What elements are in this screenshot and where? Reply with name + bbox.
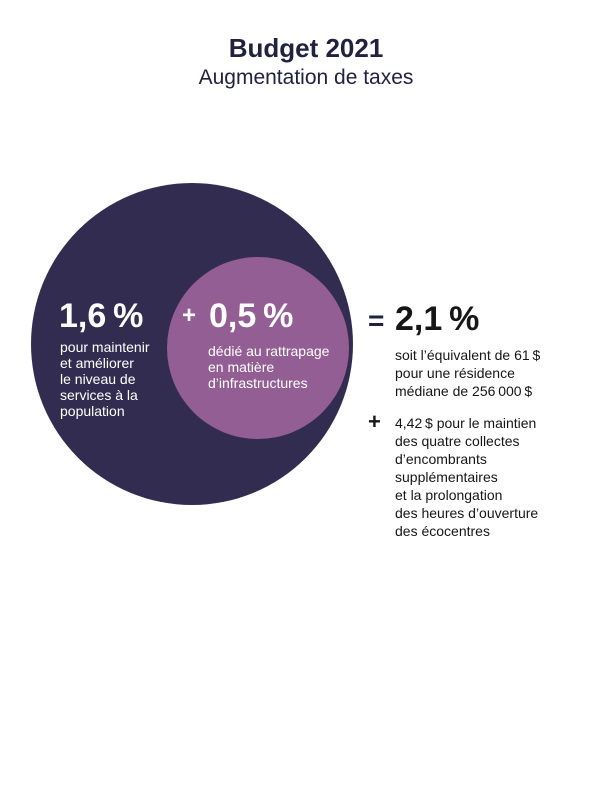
inner-plus-sign: +	[182, 302, 197, 329]
inner-line: d’infrastructures	[208, 375, 308, 391]
extra-line: supplémentaires	[395, 469, 498, 485]
extra-line: des quatre collectes	[395, 433, 520, 449]
equals-sign: =	[368, 305, 385, 336]
total-description	[395, 346, 540, 400]
inner-line: dédié au rattrapage	[208, 343, 330, 359]
extra-line: 4,42 $ pour le maintien	[395, 415, 537, 431]
total-line: pour une résidence	[395, 365, 515, 381]
page-subtitle: Augmentation de taxes	[198, 66, 414, 89]
outer-line: pour maintenir	[60, 339, 150, 355]
extra-line: et la prolongation	[395, 487, 503, 503]
extra-line: des heures d’ouverture	[395, 505, 539, 521]
extra-description	[395, 414, 538, 540]
extra-line: des écocentres	[395, 523, 490, 539]
outer-line: le niveau de	[60, 371, 136, 387]
page-title: Budget 2021	[228, 33, 384, 63]
inner-line: en matière	[208, 359, 275, 375]
inner-percent: 0,5 %	[209, 297, 294, 335]
outer-line: population	[60, 403, 125, 419]
outer-percent: 1,6 %	[59, 297, 144, 335]
extra-plus-sign: +	[368, 409, 381, 434]
outer-line: et améliorer	[60, 355, 134, 371]
extra-line: d’encombrants	[395, 451, 487, 467]
total-line: médiane de 256 000 $	[395, 383, 533, 399]
outer-line: services à la	[60, 387, 138, 403]
total-line: soit l’équivalent de 61 $	[395, 347, 541, 363]
outer-description	[60, 339, 150, 419]
total-percent: 2,1 %	[395, 300, 480, 338]
inner-description	[208, 343, 329, 391]
